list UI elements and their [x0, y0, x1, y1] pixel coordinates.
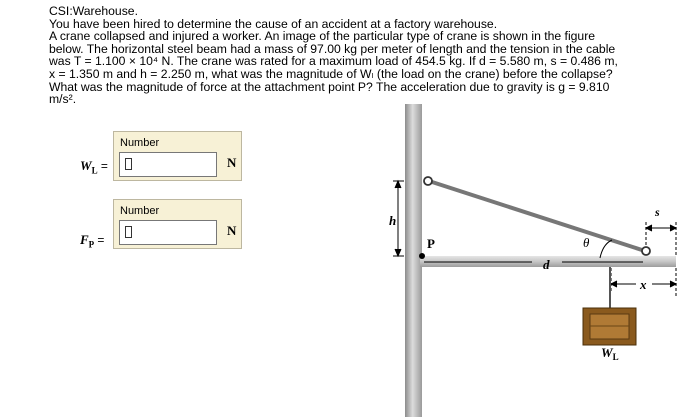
cable-anchor-ring: [424, 177, 432, 185]
wl-figure-label: $W_L$: [601, 345, 619, 362]
problem-line: A crane collapsed and injured a worker. An image of the particular type of crane is shown in the figure: [49, 29, 596, 44]
unit-label: N: [227, 223, 237, 238]
problem-line: m/s².: [49, 92, 77, 107]
s-label: s: [655, 205, 660, 219]
problem-title: CSI:Warehouse.: [49, 4, 138, 18]
wl-variable-label: $W_L$ =: [80, 158, 108, 176]
number-caption: Number: [120, 205, 160, 217]
cable: [429, 181, 645, 251]
cable-end-ring: [642, 247, 650, 255]
theta-arc: [600, 240, 612, 258]
h-label: h: [389, 213, 397, 228]
number-caption: Number: [120, 137, 160, 149]
problem-line: x = 1.350 m and h = 2.250 m, what was the magnitude of Wₗ (the load on the crane) before the collapse?: [49, 66, 613, 81]
vertical-pole: [405, 104, 422, 417]
problem-line: was T = 1.100 × 10⁴ N. The crane was rated for a maximum load of 454.5 kg. If d = 5.580 m, s = 0.486 m,: [49, 54, 618, 69]
attachment-point-dot: [419, 253, 425, 259]
problem-intro: You have been hired to determine the cause of an accident at a factory warehouse.: [49, 16, 498, 31]
load-box: [583, 308, 636, 345]
x-label: x: [640, 277, 647, 292]
theta-label: θ: [583, 235, 590, 250]
problem-line: below. The horizontal steel beam had a mass of 97.00 kg per meter of length and the tension in the cable: [49, 41, 616, 56]
p-label: P: [427, 236, 435, 251]
problem-line: What was the magnitude of force at the attachment point P? The acceleration due to gravity is g = 9.810: [49, 79, 610, 94]
d-label: d: [543, 257, 550, 272]
fp-variable-label: $F_P$ =: [80, 232, 105, 250]
unit-label: N: [227, 155, 237, 170]
